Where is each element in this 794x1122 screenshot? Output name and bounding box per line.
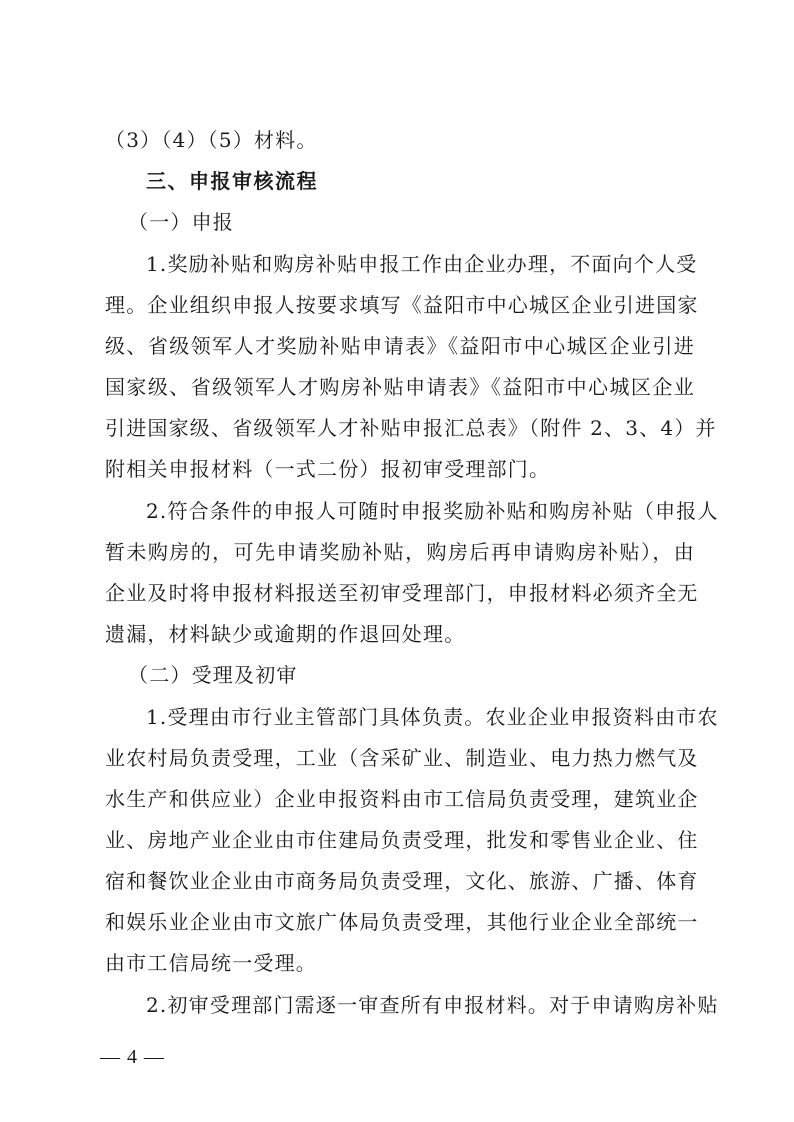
- paragraph-line: 暂未购房的，可先申请奖励补贴，购房后再申请购房补贴），由: [105, 540, 695, 564]
- paragraph-line: 理。企业组织申报人按要求填写《益阳市中心城区企业引进国家: [105, 293, 699, 317]
- paragraph-line: 由市工信局统一受理。: [105, 951, 317, 975]
- paragraph-line: 1.奖励补贴和购房补贴申报工作由企业办理，不面向个人受: [146, 252, 698, 276]
- page-number: — 4 —: [100, 1046, 165, 1068]
- paragraph-line: 级、省级领军人才奖励补贴申请表》《益阳市中心城区企业引进: [105, 334, 695, 358]
- subsection-heading: （二）受理及初审: [128, 663, 298, 687]
- paragraph-line: 引进国家级、省级领军人才补贴申报汇总表》（附件 2、3、4）并: [105, 416, 717, 440]
- paragraph-line: 和娱乐业企业由市文旅广体局负责受理，其他行业企业全部统一: [105, 910, 699, 934]
- section-heading: 三、申报审核流程: [146, 169, 318, 193]
- paragraph-line: 遗漏，材料缺少或逾期的作退回处理。: [105, 622, 466, 646]
- paragraph-line: 企业及时将申报材料报送至初审受理部门，申报材料必须齐全无: [105, 581, 699, 605]
- paragraph-line: 水生产和供应业）企业申报资料由市工信局负责受理，建筑业企: [105, 787, 699, 811]
- paragraph-line: 1.受理由市行业主管部门具体负责。农业企业申报资料由市农: [146, 705, 719, 729]
- paragraph-line: 宿和餐饮业企业由市商务局负责受理，文化、旅游、广播、体育: [105, 869, 699, 893]
- paragraph-line: 业农村局负责受理，工业（含采矿业、制造业、电力热力燃气及: [105, 746, 699, 770]
- paragraph-line: 国家级、省级领军人才购房补贴申请表》《益阳市中心城区企业: [105, 375, 695, 399]
- paragraph-line: 附相关申报材料（一式二份）报初审受理部门。: [105, 457, 551, 481]
- subsection-heading: （一）申报: [128, 210, 234, 234]
- paragraph-line: 2.初审受理部门需逐一审查所有申报材料。对于申请购房补贴: [146, 993, 719, 1017]
- paragraph-line: 2.符合条件的申报人可随时申报奖励补贴和购房补贴（申报人: [146, 499, 719, 523]
- text-line-continuation: （3）（4）（5）材料。: [105, 128, 318, 152]
- paragraph-line: 业、房地产业企业由市住建局负责受理，批发和零售业企业、住: [105, 828, 699, 852]
